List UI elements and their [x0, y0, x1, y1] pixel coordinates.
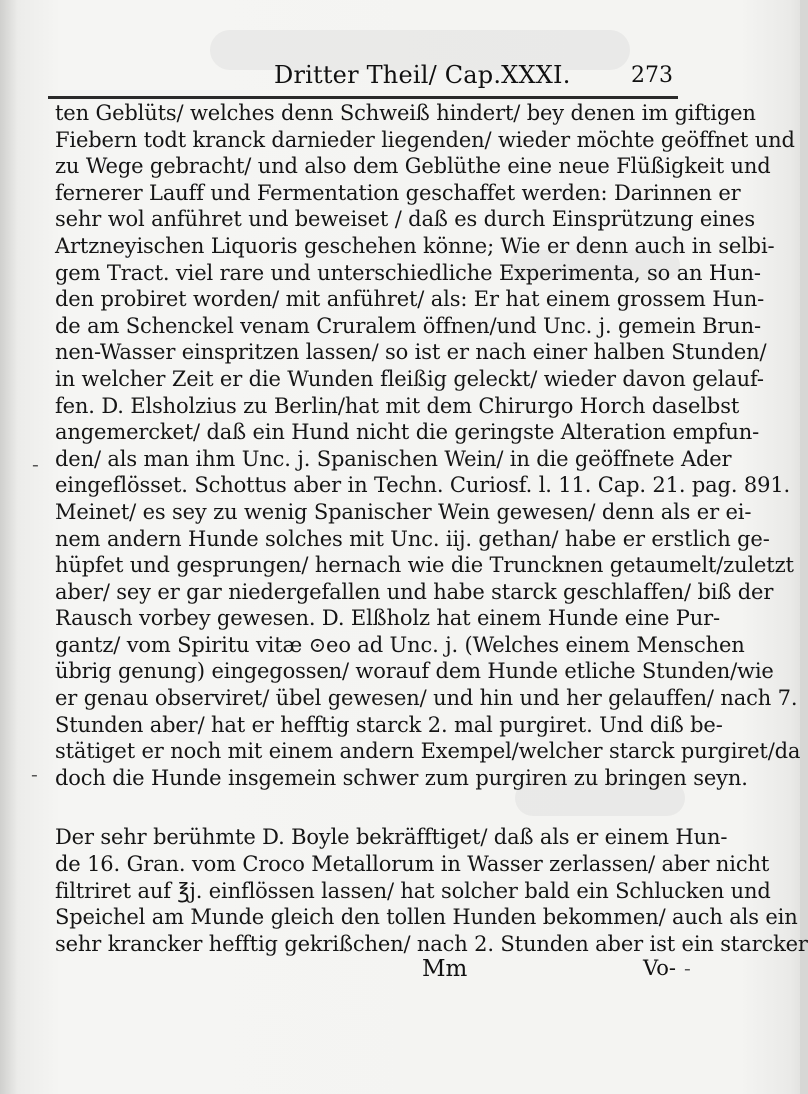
text-line: doch die Hunde insgemein schwer zum purgiren zu bringen seyn.	[55, 765, 748, 790]
header-rule	[48, 96, 678, 99]
text-line: filtriret auf ℥j. einflössen lassen/ hat solcher bald ein Schlucken und	[55, 878, 771, 903]
text-line: Artzneyischen Liquoris geschehen könne; Wie er denn auch in selbi-	[55, 233, 775, 258]
text-line: angemercket/ daß ein Hund nicht die geringste Alteration empfun-	[55, 420, 760, 445]
text-line: de am Schenckel venam Cruralem öffnen/und Unc. j. gemein Brun-	[55, 313, 761, 338]
running-header: Dritter Theil/ Cap.XXXI.	[274, 61, 571, 89]
text-line: gem Tract. viel rare und unterschiedliche Experimenta, so an Hun-	[55, 260, 761, 285]
text-line: in welcher Zeit er die Wunden fleißig geleckt/ wieder davon gelauf-	[55, 366, 764, 391]
text-line: Fiebern todt kranck darnieder liegenden/ wieder möchte geöffnet und	[55, 127, 795, 152]
text-line: sehr krancker hefftig gekrißchen/ nach 2. Stunden aber ist ein starcker	[55, 931, 808, 956]
paragraph-gap	[55, 791, 683, 824]
text-line: Stunden aber/ hat er hefftig starck 2. mal purgiret. Und diß be-	[55, 712, 723, 737]
paragraph	[55, 100, 801, 791]
text-line: de 16. Gran. vom Croco Metallorum in Wasser zerlassen/ aber nicht	[55, 852, 770, 877]
text-line: stätiget er noch mit einem andern Exempel/welcher starck purgiret/da	[55, 739, 801, 764]
text-line: nem andern Hunde solches mit Unc. iij. gethan/ habe er erstlich ge-	[55, 526, 770, 551]
text-line: sehr wol anführet und beweiset / daß es durch Einsprützung eines	[55, 207, 755, 232]
text-line: Der sehr berühmte D. Boyle bekräfftiget/ daß als er einem Hun-	[55, 825, 728, 850]
margin-dash: -	[31, 762, 38, 786]
text-line: Rausch vorbey gewesen. D. Elßholz hat einem Hunde eine Pur-	[55, 606, 720, 631]
text-line: nen-Wasser einspritzen lassen/ so ist er nach einer halben Stunden/	[55, 340, 767, 365]
text-line: aber/ sey er gar niedergefallen und habe starck geschlaffen/ biß der	[55, 579, 774, 604]
signature-mark: Mm	[422, 956, 468, 982]
text-line: hüpfet und gesprungen/ hernach wie die Truncknen getaumelt/zuletzt	[55, 553, 794, 578]
text-line: Speichel am Munde gleich den tollen Hunden bekommen/ auch als ein	[55, 905, 798, 930]
catchword: Vo-	[643, 956, 676, 980]
margin-dash: -	[684, 956, 691, 980]
page-number: 273	[631, 63, 673, 88]
text-line: Meinet/ es sey zu wenig Spanischer Wein gewesen/ denn als er ei-	[55, 499, 752, 524]
text-line: ten Geblüts/ welches denn Schweiß hindert/ bey denen im giftigen	[55, 101, 756, 125]
text-line: gantz/ vom Spiritu vitæ ⊙eo ad Unc. j. (Welches einem Menschen	[55, 632, 745, 657]
text-line: eingeflösset. Schottus aber in Techn. Curiosf. l. 11. Cap. 21. pag. 891.	[55, 473, 791, 498]
text-line: den probiret worden/ mit anführet/ als: Er hat einem grossem Hun-	[55, 287, 765, 312]
text-line: er genau observiret/ übel gewesen/ und hin und her gelauffen/ nach 7.	[55, 686, 798, 711]
text-line: zu Wege gebracht/ und also dem Geblüthe eine neue Flüßigkeit und	[55, 154, 771, 179]
text-line: fen. D. Elsholzius zu Berlin/hat mit dem Chirurgo Horch daselbst	[55, 393, 740, 418]
main-text	[55, 100, 808, 957]
text-line: übrig genung) eingegossen/ worauf dem Hunde etliche Stunden/wie	[55, 659, 774, 684]
text-line: den/ als man ihm Unc. j. Spanischen Wein/ in die geöffnete Ader	[55, 446, 732, 471]
paragraph	[55, 824, 808, 957]
margin-dash: -	[32, 452, 39, 476]
text-line: fernerer Lauff und Fermentation geschaffet werden: Darinnen er	[55, 180, 741, 205]
